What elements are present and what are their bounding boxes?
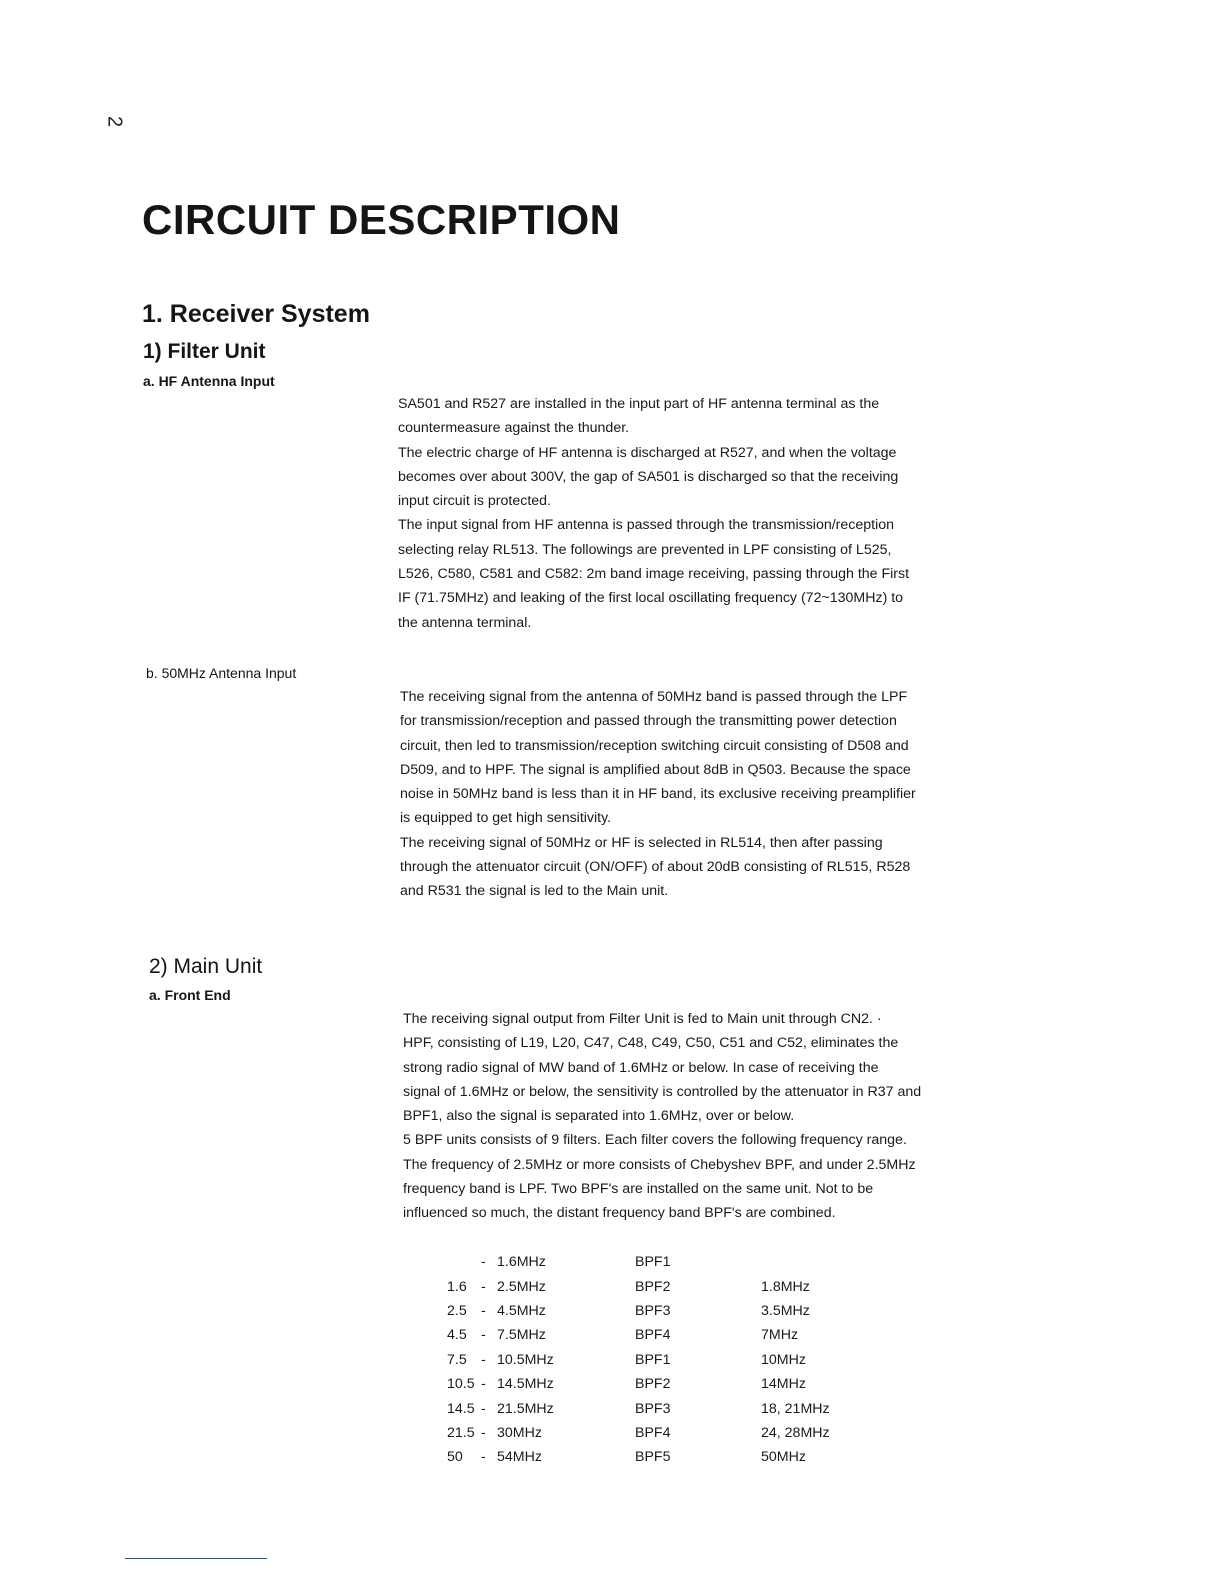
range-high: 2.5MHz [497, 1278, 546, 1295]
range-high: 14.5MHz [497, 1376, 554, 1393]
range-low: 50 [447, 1449, 463, 1466]
bpf-frequency-table [447, 1250, 881, 1470]
band-cell [761, 1250, 881, 1274]
range-high: 10.5MHz [497, 1351, 554, 1368]
page-title: CIRCUIT DESCRIPTION [142, 196, 621, 243]
range-low: 4.5 [447, 1327, 467, 1344]
table-row [447, 1348, 881, 1372]
range-dash: - [481, 1351, 486, 1368]
range-dash: - [481, 1254, 486, 1271]
bpf-cell: BPF2 [635, 1278, 671, 1295]
bpf-cell: BPF2 [635, 1376, 671, 1393]
band-cell: 14MHz [761, 1376, 806, 1393]
bpf-cell: BPF5 [635, 1449, 671, 1466]
range-low: 21.5 [447, 1424, 475, 1441]
table-row [447, 1445, 881, 1469]
frequency-range-cell [447, 1299, 635, 1323]
band-cell: 50MHz [761, 1449, 806, 1466]
bpf-frequency-table-body [447, 1250, 881, 1470]
range-dash: - [481, 1376, 486, 1393]
band-cell: 3.5MHz [761, 1302, 810, 1319]
range-dash: - [481, 1327, 486, 1344]
range-low: 10.5 [447, 1376, 475, 1393]
range-high: 1.6MHz [497, 1254, 546, 1271]
footnote-divider [125, 1558, 267, 1559]
subsection-heading-filter-unit: 1) Filter Unit [143, 340, 266, 363]
band-cell: 10MHz [761, 1351, 806, 1368]
range-high: 54MHz [497, 1449, 542, 1466]
table-row [447, 1299, 881, 1323]
table-row [447, 1372, 881, 1396]
band-cell: 18, 21MHz [761, 1400, 830, 1417]
subsection-heading-main-unit: 2) Main Unit [149, 955, 263, 978]
item-label-50mhz-antenna-input: b. 50MHz Antenna Input [146, 665, 297, 681]
band-cell: 7MHz [761, 1327, 799, 1344]
frequency-range-cell [447, 1396, 635, 1420]
page-number: 2 [103, 115, 126, 128]
range-high: 7.5MHz [497, 1327, 546, 1344]
range-low: 2.5 [447, 1302, 467, 1319]
range-low: 1.6 [447, 1278, 467, 1295]
paragraph: The receiving signal output from Filter Unit is fed to Main unit through CN2. · HPF, consisting of L19, L20, C47, C48, C49, C50, C51 and C52, eliminates the strong radio signal of MW band of 1.6MHz or below. In case of receiving the signal of 1.6MHz or below, the sensitivity is controlled by the attenuator in R37 and BPF1, also the signal is separated into 1.6MHz, over or below. 5 BPF units consists of 9 filters. Each filter covers the following frequency range. The frequency of 2.5MHz or more consists of Chebyshev BPF, and under 2.5MHz frequency band is LPF. Two BPF's are installed on the same unit. Not to be influenced so much, the distant frequency band BPF's are combined. [403, 1011, 922, 1222]
range-high: 21.5MHz [497, 1400, 554, 1417]
bpf-cell: BPF3 [635, 1302, 671, 1319]
table-row [447, 1250, 881, 1274]
bpf-cell: BPF4 [635, 1327, 671, 1344]
bpf-cell: BPF3 [635, 1400, 671, 1417]
range-high: 30MHz [497, 1424, 542, 1441]
front-end-text [403, 1007, 1003, 1226]
item-label-front-end: a. Front End [149, 987, 231, 1003]
table-row [447, 1396, 881, 1420]
frequency-range-cell [447, 1445, 635, 1469]
item-label-hf-antenna-input: a. HF Antenna Input [143, 373, 275, 389]
frequency-range-cell [447, 1250, 635, 1274]
paragraph: The receiving signal from the antenna of 50MHz band is passed through the LPF for transmission/reception and passed through the transmitting power detection circuit, then led to transmission/reception switching circuit consisting of D508 and D509, and to HPF. The signal is amplified about 8dB in Q503. Because the space noise in 50MHz band is less than it in HF band, its exclusive receiving preamplifier is equipped to get high sensitivity. The receiving signal of 50MHz or HF is selected in RL514, then after passing through the attenuator circuit (ON/OFF) of about 20dB consisting of RL515, R528 and R531 the signal is led to the Main unit. [400, 689, 916, 900]
range-low: 7.5 [447, 1351, 467, 1368]
paragraph: SA501 and R527 are installed in the input part of HF antenna terminal as the countermeasure against the thunder. The electric charge of HF antenna is discharged at R527, and when the voltage becomes over about 300V, the gap of SA501 is discharged so that the receiving input circuit is protected. The input signal from HF antenna is passed through the transmission/reception selecting relay RL513. The followings are prevented in LPF consisting of L525, L526, C580, C581 and C582: 2m band image receiving, passing through the First IF (71.75MHz) and leaking of the first local oscillating frequency (72~130MHz) to the antenna terminal. [398, 396, 910, 631]
range-dash: - [481, 1449, 486, 1466]
range-dash: - [481, 1424, 486, 1441]
range-dash: - [481, 1400, 486, 1417]
range-dash: - [481, 1278, 486, 1295]
range-low: 14.5 [447, 1400, 475, 1417]
frequency-range-cell [447, 1421, 635, 1445]
band-cell: 1.8MHz [761, 1278, 810, 1295]
hf-antenna-input-text [398, 392, 998, 635]
section-heading-receiver-system: 1. Receiver System [142, 300, 370, 328]
table-row [447, 1421, 881, 1445]
frequency-range-cell [447, 1323, 635, 1347]
frequency-range-cell [447, 1348, 635, 1372]
bpf-cell: BPF1 [635, 1351, 671, 1368]
frequency-range-cell [447, 1274, 635, 1298]
bpf-cell: BPF1 [635, 1254, 671, 1271]
50mhz-antenna-input-text [400, 685, 1000, 904]
bpf-cell: BPF4 [635, 1424, 671, 1441]
range-high: 4.5MHz [497, 1302, 546, 1319]
range-dash: - [481, 1302, 486, 1319]
frequency-range-cell [447, 1372, 635, 1396]
band-cell: 24, 28MHz [761, 1424, 830, 1441]
table-row [447, 1274, 881, 1298]
table-row [447, 1323, 881, 1347]
